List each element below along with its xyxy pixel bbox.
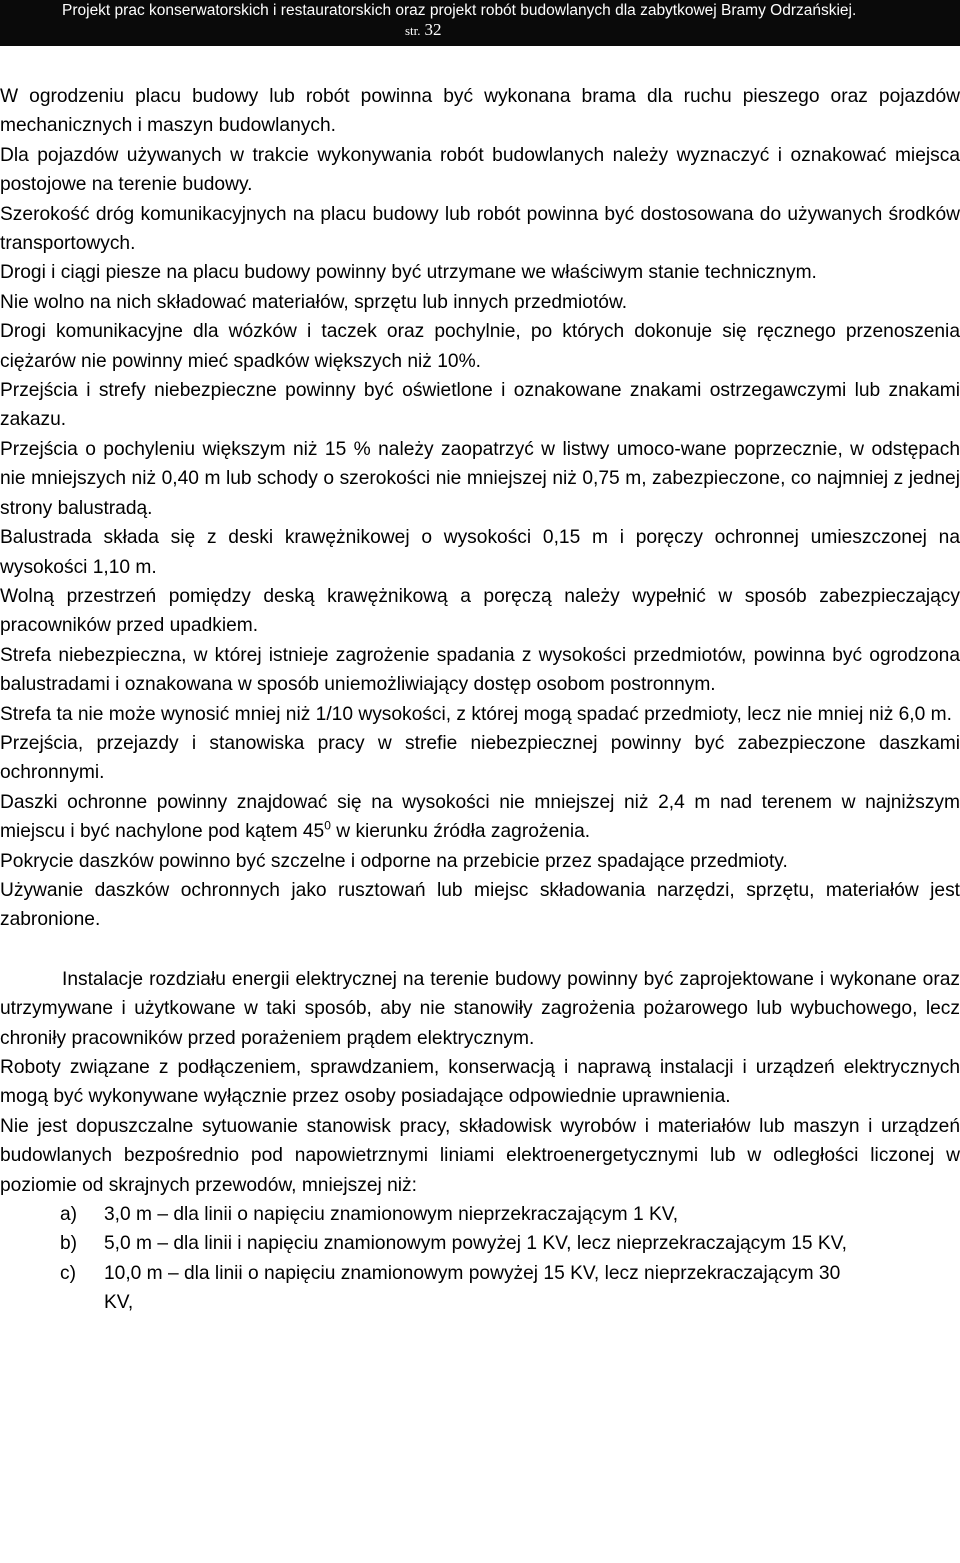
paragraph-line: Pokrycie daszków powinno być szczelne i odporne na przebicie przez spadające przedmioty. (0, 850, 788, 872)
paragraph-line: Nie jest dopuszczalne sytuowanie stanowisk pracy, składowisk wyrobów i materiałów lub maszyn i urządzeń budowlanych bezpośrednio pod napowietrznymi liniami elektroenergetycznymi lub w odległości liczonej w poziomie od skrajnych przewodów, mniejszej niż: (0, 1115, 960, 1196)
paragraph-line: Szerokość dróg komunikacyjnych na placu budowy lub robót powinna być dostosowana do używanych środków transportowych. (0, 203, 960, 255)
paragraph-line: Strefa niebezpieczna, w której istnieje zagrożenie spadania z wysokości przedmiotów, powinna być ogrodzona balustradami i oznakowana w sposób uniemożliwiający dostęp osobom postronnym. (0, 644, 960, 696)
list-item (0, 1200, 960, 1229)
paragraph-line: Przejścia i strefy niebezpieczne powinny być oświetlone i oznakowane znakami ostrzegawczymi lub znakami zakazu. (0, 380, 960, 431)
paragraph-line: Nie wolno na nich składować materiałów, sprzętu lub innych przedmiotów. (0, 291, 628, 313)
paragraph-line: Dla pojazdów używanych w trakcie wykonywania robót budowlanych należy wyznaczyć i oznakować miejsca postojowe na terenie budowy. (0, 144, 960, 196)
page-number-label (405, 20, 442, 40)
list-marker: a) (60, 1204, 78, 1226)
daszki-text-before: Daszki ochronne powinny znajdować się na wysokości nie mniejszej niż 2,4 m nad terenem w najniższym miejscu i być nachylone pod kątem 45 (0, 791, 960, 843)
paragraph-line: Roboty związane z podłączeniem, sprawdzaniem, konserwacją i naprawą instalacji i urządzeń elektrycznych mogą być wykonywane wyłącznie przez osoby posiadające odpowiednie uprawnienia. (0, 1057, 960, 1108)
list-item-text: 3,0 m – dla linii o napięciu znamionowym nieprzekraczającym 1 KV, (104, 1204, 679, 1226)
paragraph-line: Strefa ta nie może wynosić mniej niż 1/10 wysokości, z której mogą spadać przedmioty, lecz nie mniej niż 6,0 m. (0, 703, 952, 725)
list-marker: b) (60, 1233, 78, 1255)
list-item-text: 5,0 m – dla linii i napięciu znamionowym powyżej 1 KV, lecz nieprzekraczającym 15 KV, (104, 1233, 847, 1255)
paragraph-line: Używanie daszków ochronnych jako rusztowań lub miejsc składowania narzędzi, sprzętu, materiałów jest zabronione. (0, 879, 960, 931)
daszki-text-after: w kierunku źródła zagrożenia. (330, 821, 591, 843)
electrical-section (0, 965, 960, 1318)
paragraph-line: Drogi komunikacyjne dla wózków i taczek oraz pochylnie, po których dokonuje się ręcznego przenoszenia ciężarów nie powinny mieć spadków większych niż 10%. (0, 321, 960, 372)
paragraph-line: Balustrada składa się z deski krawężnikowej o wysokości 0,15 m i poręczy ochronnej umieszczonej na wysokości 1,10 m. (0, 527, 960, 578)
paragraph-line: Drogi i ciągi piesze na placu budowy powinny być utrzymane we właściwym stanie technicznym. (0, 262, 817, 284)
page-header (0, 0, 960, 46)
distance-list (0, 1200, 960, 1318)
paragraph-line-daszki (0, 788, 960, 847)
page-number: 32 (424, 20, 442, 39)
list-marker: c) (60, 1262, 76, 1284)
electrical-intro: Instalacje rozdziału energii elektrycznej na terenie budowy powinny być zaprojektowane i wykonane oraz utrzymywane i użytkowane w taki sposób, aby nie stanowiły zagrożenia pożarowego lub wybuchowego, lecz chroniły pracowników przed porażeniem prądem elektrycznym. (0, 968, 960, 1049)
paragraph-line: W ogrodzeniu placu budowy lub robót powinna być wykonana brama dla ruchu pieszego oraz pojazdów mechanicznych i maszyn budowlanych. (0, 86, 960, 137)
paragraph-line: Wolną przestrzeń pomiędzy deską krawężnikową a poręczą należy wypełnić w sposób zabezpieczający pracowników przed upadkiem. (0, 585, 960, 637)
list-item-text: 10,0 m – dla linii o napięciu znamionowym powyżej 15 KV, lecz nieprzekraczającym 30 KV, (104, 1262, 841, 1314)
document-title: Projekt prac konserwatorskich i restauratorskich oraz projekt robót budowlanych dla zabytkowej Bramy Odrzańskiej. (62, 2, 857, 19)
document-body (0, 82, 960, 1318)
page-label: str. (405, 23, 421, 38)
site-safety-section (0, 82, 960, 935)
paragraph-line: Przejścia, przejazdy i stanowiska pracy w strefie niebezpiecznej powinny być zabezpieczone daszkami ochronnymi. (0, 732, 960, 784)
degree-superscript: 0 (324, 818, 331, 833)
paragraph-line: Przejścia o pochyleniu większym niż 15 % należy zaopatrzyć w listwy umoco-wane poprzecznie, w odstępach nie mniejszych niż 0,40 m lub schody o szerokości nie mniejszej niż 0,75 m, zabezpieczone, co najmniej z jednej strony balustradą. (0, 438, 960, 519)
list-item (0, 1259, 960, 1318)
list-item (0, 1229, 960, 1258)
